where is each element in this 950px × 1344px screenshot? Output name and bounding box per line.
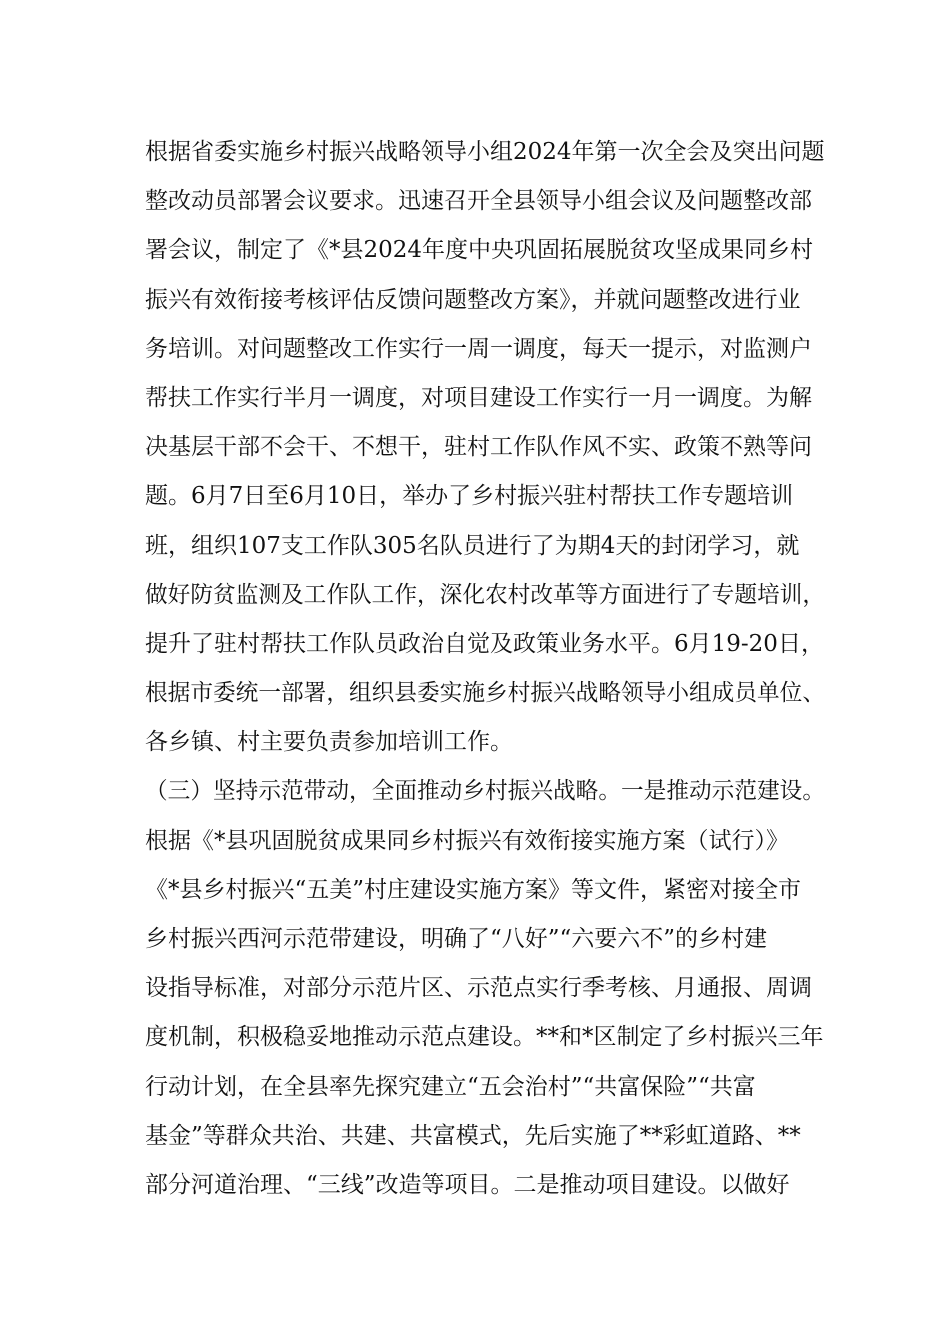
paragraph-line: 基金”等群众共治、共建、共富模式，先后实施了**彩虹道路、** (145, 1122, 801, 1149)
paragraph-line: 整改动员部署会议要求。迅速召开全县领导小组会议及问题整改部 (145, 188, 812, 215)
paragraph-line: 决基层干部不会干、不想干，驻村工作队作风不实、政策不熟等问 (145, 434, 812, 461)
paragraph-line: 根据市委统一部署，组织县委实施乡村振兴战略领导小组成员单位、 (145, 680, 825, 707)
paragraph-line: 设指导标准，对部分示范片区、示范点实行季考核、月通报、周调 (145, 975, 812, 1002)
document-body (145, 128, 825, 1210)
paragraph-line: 行动计划，在全县率先探究建立“五会治村”“共富保险”“共富 (145, 1073, 756, 1100)
paragraph-line: 《*县乡村振兴“五美”村庄建设实施方案》等文件，紧密对接全市 (145, 876, 802, 903)
paragraph-line: 做好防贫监测及工作队工作，深化农村改革等方面进行了专题培训， (145, 581, 825, 608)
paragraph-line: 班，组织107支工作队305名队员进行了为期4天的封闭学习，就 (145, 532, 800, 559)
paragraph-line: 题。6月7日至6月10日，举办了乡村振兴驻村帮扶工作专题培训 (145, 483, 794, 510)
paragraph-line: 振兴有效衔接考核评估反馈问题整改方案》，并就问题整改进行业 (145, 286, 801, 313)
paragraph-line: 各乡镇、村主要负责参加培训工作。 (145, 729, 513, 756)
paragraph-line: 署会议，制定了《*县2024年度中央巩固拓展脱贫攻坚成果同乡村 (145, 237, 814, 264)
paragraph-line: 帮扶工作实行半月一调度，对项目建设工作实行一月一调度。为解 (145, 384, 812, 411)
paragraph-line: 根据《*县巩固脱贫成果同乡村振兴有效衔接实施方案（试行）》 (145, 827, 789, 854)
paragraph-line: 务培训。对问题整改工作实行一周一调度，每天一提示，对监测户 (145, 335, 812, 362)
section-heading-line: （三）坚持示范带动，全面推动乡村振兴战略。一是推动示范建设。 (145, 778, 825, 805)
paragraph-line: 提升了驻村帮扶工作队员政治自觉及政策业务水平。6月19-20日， (145, 630, 824, 657)
paragraph-line: 根据省委实施乡村振兴战略领导小组2024年第一次全会及突出问题 (145, 139, 825, 165)
paragraph-line: 乡村振兴西河示范带建设，明确了“八好”“六要六不”的乡村建 (145, 926, 768, 952)
paragraph-line: 部分河道治理、“三线”改造等项目。二是推动项目建设。以做好 (145, 1171, 790, 1198)
paragraph-line: 度机制，积极稳妥地推动示范点建设。**和*区制定了乡村振兴三年 (145, 1024, 824, 1051)
